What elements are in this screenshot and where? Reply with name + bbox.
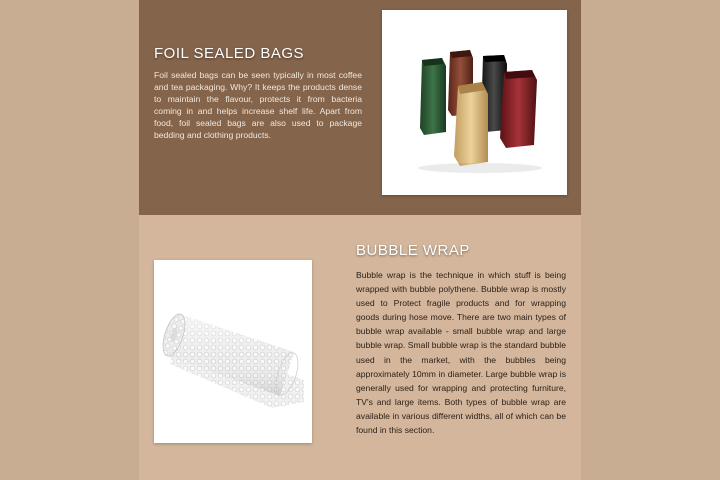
foil-section-title: FOIL SEALED BAGS: [154, 45, 304, 62]
foil-bags-photo: [382, 10, 567, 195]
foil-bags-illustration: [382, 10, 567, 195]
bubble-section-text: Bubble wrap is the technique in which stuff is being wrapped with bubble polythene. Bubble wrap is mostly used to Protect fragile products and for wrapping goods during hose move. There are two main types of bubble wrap available - small bubble wrap and large bubble wrap. Small bubble wrap is the standard bubble used in the market, with the bubbles being approximately 10mm in diameter. Large bubble wrap is generally used for wrapping and protecting furniture, TV's and large items. Both types of bubble wrap are available in various different widths, all of which can be found in this section.: [356, 270, 566, 436]
green-bag: [420, 58, 446, 135]
bubble-wrap-photo: [154, 260, 312, 443]
red-bag: [500, 70, 537, 148]
bubble-section-title: BUBBLE WRAP: [356, 242, 470, 259]
foil-section-text: Foil sealed bags can be seen typically in most coffee and tea packaging. Why? It keeps the products dense to maintain the flavour, protects it from bacteria coming in and helps increase shelf life. Apart from food, foil sealed bags are also used to package bedding and clothing products.: [154, 70, 362, 140]
kraft-bag: [454, 82, 488, 166]
bubble-wrap-illustration: [154, 260, 312, 443]
